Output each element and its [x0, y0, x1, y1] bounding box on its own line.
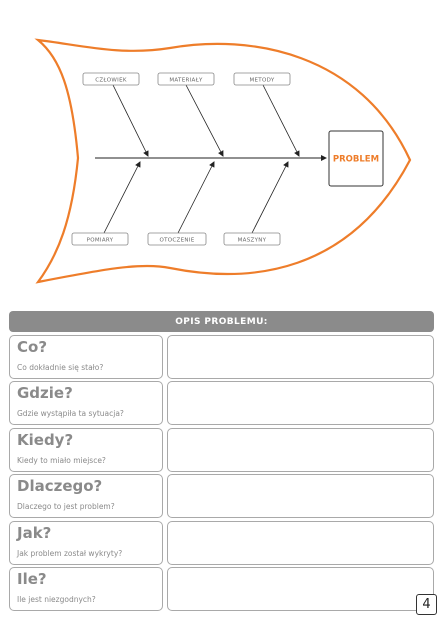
fishbone-diagram	[0, 0, 443, 300]
effect-box	[329, 131, 383, 186]
question-title: Ile?	[17, 570, 47, 588]
question-box	[9, 567, 163, 611]
question-row-jak	[9, 521, 434, 565]
cause-czlowiek-label: CZŁOWIEK	[95, 77, 127, 84]
cause-materialy-label: MATERIAŁY	[169, 77, 203, 84]
page-number-label: 4	[422, 597, 431, 612]
problem-description-header-label: OPIS PROBLEMU:	[175, 316, 268, 327]
question-row-co	[9, 335, 434, 379]
question-box	[9, 474, 163, 518]
question-subtitle: Jak problem został wykryty?	[17, 549, 123, 558]
question-row-kiedy	[9, 428, 434, 472]
question-title: Jak?	[17, 524, 52, 542]
question-title: Kiedy?	[17, 431, 74, 449]
answer-field[interactable]	[167, 335, 434, 379]
cause-maszyny-label: MASZYNY	[237, 237, 267, 244]
cause-metody	[234, 73, 290, 85]
cause-pomiary-label: POMIARY	[86, 237, 114, 244]
question-box	[9, 521, 163, 565]
bone-materialy	[186, 85, 223, 156]
bone-maszyny	[252, 162, 288, 233]
question-box	[9, 428, 163, 472]
problem-description-header	[9, 311, 434, 332]
cause-materialy	[158, 73, 214, 85]
cause-otoczenie	[148, 233, 206, 245]
question-title: Co?	[17, 338, 48, 356]
bone-czlowiek	[113, 85, 148, 156]
page-number	[416, 594, 437, 615]
cause-czlowiek	[83, 73, 139, 85]
question-row-dlaczego	[9, 474, 434, 518]
answer-field[interactable]	[167, 428, 434, 472]
cause-otoczenie-label: OTOCZENIE	[159, 237, 195, 244]
question-subtitle: Dlaczego to jest problem?	[17, 502, 115, 511]
question-subtitle: Co dokładnie się stało?	[17, 363, 104, 372]
answer-field[interactable]	[167, 474, 434, 518]
question-title: Gdzie?	[17, 384, 73, 402]
question-title: Dlaczego?	[17, 477, 103, 495]
question-subtitle: Ile jest niezgodnych?	[17, 595, 96, 604]
answer-field[interactable]	[167, 521, 434, 565]
bone-otoczenie	[178, 162, 214, 233]
cause-pomiary	[72, 233, 128, 245]
cause-metody-label: METODY	[249, 77, 275, 84]
bone-metody	[263, 85, 299, 156]
bone-pomiary	[104, 162, 140, 233]
question-box	[9, 381, 163, 425]
question-box	[9, 335, 163, 379]
question-row-ile	[9, 567, 434, 611]
answer-field[interactable]	[167, 567, 434, 611]
question-row-gdzie	[9, 381, 434, 425]
question-subtitle: Gdzie wystąpiła ta sytuacja?	[17, 409, 124, 418]
answer-field[interactable]	[167, 381, 434, 425]
question-subtitle: Kiedy to miało miejsce?	[17, 456, 106, 465]
effect-label: PROBLEM	[332, 154, 380, 165]
cause-maszyny	[224, 233, 280, 245]
